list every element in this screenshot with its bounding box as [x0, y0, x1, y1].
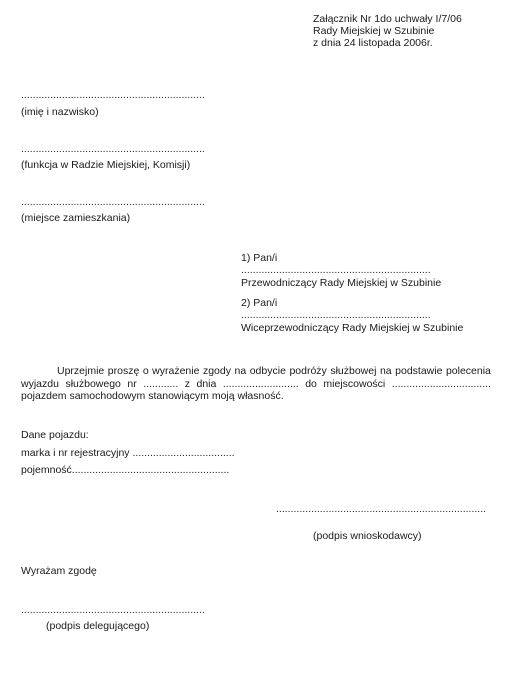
delegating-signature-dots[interactable]: ...............................................................: [21, 604, 205, 616]
trip-order-number-dots[interactable]: ............: [143, 377, 179, 390]
request-line-1: Uprzejmie proszę o wyrażenie zgody na odbycie podróży służbowej na podstawie polecenia: [57, 365, 491, 377]
destination-dots[interactable]: ..................................: [391, 377, 491, 390]
vehicle-capacity-row: [21, 464, 229, 476]
function-field-dots[interactable]: ...............................................................: [21, 143, 205, 155]
header-line-1: Załącznik Nr 1do uchwały I/7/06: [313, 13, 462, 25]
applicant-signature-dots[interactable]: ........................................................................: [276, 503, 487, 515]
residence-field-label: (miejsce zamieszkania): [21, 212, 131, 224]
header-line-3: z dnia 24 listopada 2006r.: [313, 37, 433, 49]
function-field-label: (funkcja w Radzie Miejskiej, Komisji): [21, 159, 191, 171]
delegating-signature-label: (podpis delegującego): [46, 620, 150, 632]
vehicle-capacity-dots[interactable]: ......................................................: [71, 464, 230, 476]
request-paragraph: [21, 365, 491, 403]
name-field-dots[interactable]: ...............................................................: [21, 89, 205, 101]
header-line-2: Rady Miejskiej w Szubinie: [313, 25, 435, 37]
addressee-2-title: 2) Pan/i: [241, 297, 278, 309]
vehicle-registration-label: marka i nr rejestracyjny: [21, 447, 130, 459]
vehicle-registration-dots[interactable]: ...................................: [132, 447, 235, 459]
trip-date-dots[interactable]: ..........................: [222, 377, 299, 390]
name-field-label: (imię i nazwisko): [21, 106, 99, 118]
consent-text: Wyrażam zgodę: [21, 565, 97, 577]
request-line-2: wyjazdu służbowego nr ............ z dnia .......................... do miejscowości ..................................: [21, 377, 491, 390]
request-line-3: pojazdem samochodowym stanowiącym moją własność.: [21, 390, 284, 402]
addressee-1-role: Przewodniczący Rady Miejskiej w Szubinie: [241, 277, 442, 289]
applicant-signature-label: (podpis wnioskodawcy): [313, 530, 422, 542]
vehicle-capacity-label: pojemność: [21, 464, 72, 476]
vehicle-registration-row: [21, 447, 235, 459]
addressee-1-title: 1) Pan/i: [241, 252, 278, 264]
addressee-2-role: Wiceprzewodniczący Rady Miejskiej w Szubinie: [241, 322, 464, 334]
vehicle-title: Dane pojazdu:: [21, 429, 89, 441]
addressee-2-dots[interactable]: .................................................................: [241, 309, 431, 321]
residence-field-dots[interactable]: ...............................................................: [21, 196, 205, 208]
attachment-header: [313, 13, 462, 49]
addressee-1-dots[interactable]: .................................................................: [241, 264, 431, 276]
